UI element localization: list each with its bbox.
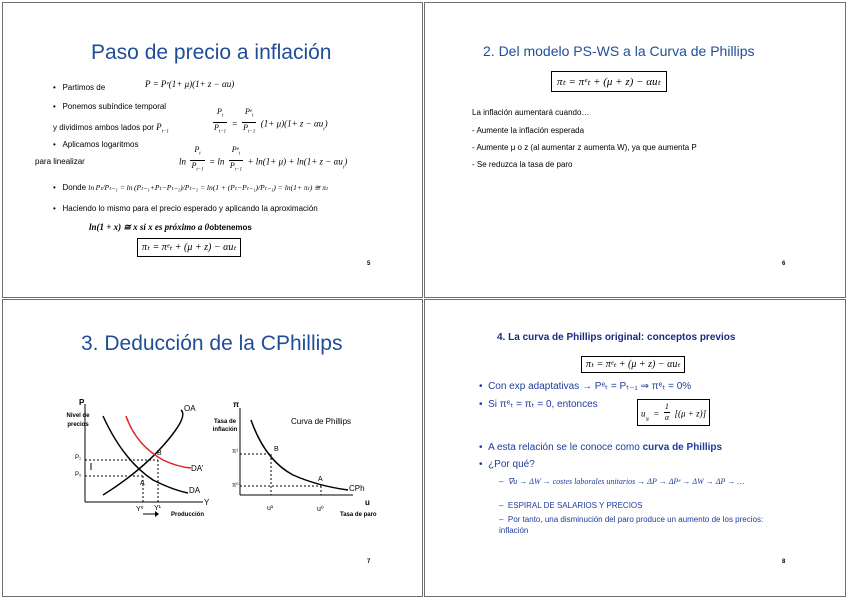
slide-title: Paso de precio a inflación	[91, 41, 332, 64]
equation-logs: ln $\frac{P_t}{P_{t-1}}$ = ln $\frac{Pᵉ_t}{P_{t-1}}$ + $\ln(1+ \mu) + \ln(1+ z - \alpha u_t)$	[179, 145, 348, 173]
point-b-label: B	[157, 450, 162, 457]
cph-label: CPh	[349, 484, 365, 493]
bullet-5: • Haciendo lo mismo para el precio esperado y aplicando la aproximación	[53, 204, 318, 213]
bullet-3: • A esta relación se le conoce como curva de Phillips	[479, 442, 723, 453]
text-line: - Aumente la inflación esperada	[472, 126, 585, 135]
da-curve	[103, 416, 188, 493]
bullet-1: • Con exp adaptativas → Pᵉₜ = Pₜ₋₁ ⇒ πᵉₜ = 0%	[479, 381, 692, 392]
y1-label: Y¹	[154, 505, 161, 512]
slide-7[interactable]	[2, 299, 423, 597]
equation-approx: ln Pₜ/Pₜ₋₁ = ln (Pₜ₋₁+Pₜ−Pₜ₋₁)/Pₜ₋₁ = ln(1 + (Pₜ−Pₜ₋₁)/Pₜ₋₁) = ln(1+ πₜ) ≅ πₜ	[88, 183, 329, 192]
bullet-text: ¿Por qué?	[488, 459, 535, 470]
sub-bullet-text: ∇u → ΔW → costes laborales unitarios → ΔP → ΔPᵉ → ΔW → ΔP → …	[507, 477, 745, 486]
p1-label: P₁	[75, 455, 82, 461]
bullet-text: Ponemos subíndice temporal	[62, 102, 167, 111]
page-number: 5	[367, 261, 371, 267]
var: P	[156, 122, 162, 132]
equation-un-box: $u_N$ = $\frac{1}{\alpha}$ [(μ + z)]	[637, 399, 710, 426]
slide-title: 2. Del modelo PS-WS a la Curva de Phillips	[483, 43, 755, 59]
sub-bullet-2: – ESPIRAL DE SALARIOS Y PRECIOS	[499, 501, 643, 510]
bullet-bold-text: curva de Phillips	[642, 442, 723, 453]
var-sub: t−1	[161, 129, 169, 135]
sub-bullet-text: Por tanto, una disminución del paro produce un aumento de los precios: inflación	[499, 515, 764, 535]
slide-6[interactable]	[424, 2, 846, 298]
bullet-3-continuation: para linealizar	[35, 157, 85, 166]
sub-bullet-text: ESPIRAL DE SALARIOS Y PRECIOS	[507, 501, 643, 510]
text-line: - Aumente μ o z (al aumentar z aumenta W), ya que aumenta P	[472, 143, 697, 152]
point-a-label-right: A	[318, 476, 323, 483]
bullet-text: Haciendo lo mismo para el precio esperado y aplicando la aproximación	[62, 204, 318, 213]
slide-title: 3. Deducción de la CPhillips	[81, 332, 343, 355]
u0-label: u⁰	[317, 506, 324, 513]
pi-axis-label: π	[233, 400, 240, 409]
sub-bullet-1: – ∇u → ΔW → costes laborales unitarios → ΔP → ΔPᵉ → ΔW → ΔP → …	[499, 477, 745, 486]
y-label: Y	[204, 498, 210, 507]
bullet-text: Partimos de	[62, 83, 106, 92]
text-line: - Se reduzca la tasa de paro	[472, 160, 573, 169]
text-line: La inflación aumentará cuando…	[472, 108, 590, 117]
u1-label: u¹	[267, 505, 274, 512]
bullet-1: • Partimos de	[53, 83, 106, 92]
bullet-text: Aplicamos logaritmos	[62, 140, 139, 149]
da-label: DA	[189, 486, 201, 495]
equation-divided: $\frac{P_t}{P_{t-1}}$ = $\frac{Pᵉ_t}{P_{t-1}}$ $(1+ \mu)(1+ z - \alpha u_t)$	[213, 107, 328, 137]
slide-title: 4. La curva de Phillips original: conceptos previos	[497, 332, 736, 343]
bullet-text: Con exp adaptativas → Pᵉₜ = Pₜ₋₁ ⇒ πᵉₜ = 0%	[488, 381, 692, 392]
bullet-3: • Aplicamos logaritmos	[53, 140, 139, 149]
y-axis-label: Nivel de precios	[66, 413, 90, 428]
fraction: $\frac{P_t}{P_{t-1}}$	[214, 107, 227, 135]
oa-label: OA	[184, 404, 196, 413]
curve-title: Curva de Phillips	[291, 417, 352, 426]
phillips-curve	[251, 420, 348, 490]
slide-8[interactable]	[424, 299, 846, 597]
bullet-text: Donde	[62, 183, 87, 192]
bullet-4: • ¿Por qué?	[479, 459, 535, 470]
as-ad-diagram	[3, 300, 423, 597]
p-axis-label: P	[79, 398, 85, 407]
bullet-text: y dividimos ambos lados por	[53, 123, 154, 132]
page-number: 6	[782, 261, 786, 267]
equation-box: πₜ = πᵉₜ + (μ + z) − αuₜ	[551, 71, 667, 92]
fraction: $\frac{Pᵉ_t}{P_{t-1}}$	[243, 107, 256, 135]
equation-ln: ln(1 + x) ≅ x si x es próximo a 0	[89, 222, 210, 232]
bullet-text: obtenemos	[209, 223, 252, 232]
slide-5[interactable]	[2, 2, 423, 298]
equation-price: P = Pᵉ(1+ μ)(1+ z − αu)	[145, 79, 235, 89]
bullet-2: • Ponemos subíndice temporal	[53, 102, 167, 111]
equation-final-box: πₜ = πᵉₜ + (μ + z) − αuₜ	[137, 238, 241, 257]
bullet-5-continuation	[89, 222, 252, 233]
page-number: 7	[367, 559, 371, 565]
x-axis-label: Producción	[171, 512, 205, 518]
bullet-2-continuation	[53, 122, 169, 135]
equation-box: πₜ = πᵉₜ + (μ + z) − αuₜ	[581, 356, 685, 373]
bullet-2: • Si πᵉₜ = πₜ = 0, entonces	[479, 399, 598, 410]
point-a-label: A	[140, 480, 145, 487]
point-b-label-right: B	[274, 446, 279, 453]
p0-label: P₀	[75, 472, 82, 478]
page-number: 8	[782, 559, 786, 565]
sub-bullet-3: – Por tanto, una disminución del paro produce un aumento de los precios: inflación	[499, 515, 764, 535]
bullet-4: • Donde ln Pₜ/Pₜ₋₁ = ln (Pₜ₋₁+Pₜ−Pₜ₋₁)/Pₜ₋₁ = ln(1 + (Pₜ−Pₜ₋₁)/Pₜ₋₁) = ln(1+ πₜ) ≅ πₜ	[53, 183, 329, 192]
y-axis-label-right: Tasa de inflación	[212, 419, 238, 433]
pi0-label: π⁰	[232, 483, 239, 489]
y0-label: Y⁰	[136, 506, 144, 513]
bullet-text: Si πᵉₜ = πₜ = 0, entonces	[488, 399, 598, 410]
pi1-label: π¹	[232, 449, 239, 455]
u-axis-label: u	[365, 498, 370, 507]
x-axis-label-right: Tasa de paro	[340, 512, 377, 518]
bullet-text: A esta relación se le conoce como	[488, 442, 640, 453]
da-prime-label: DA’	[191, 464, 204, 473]
